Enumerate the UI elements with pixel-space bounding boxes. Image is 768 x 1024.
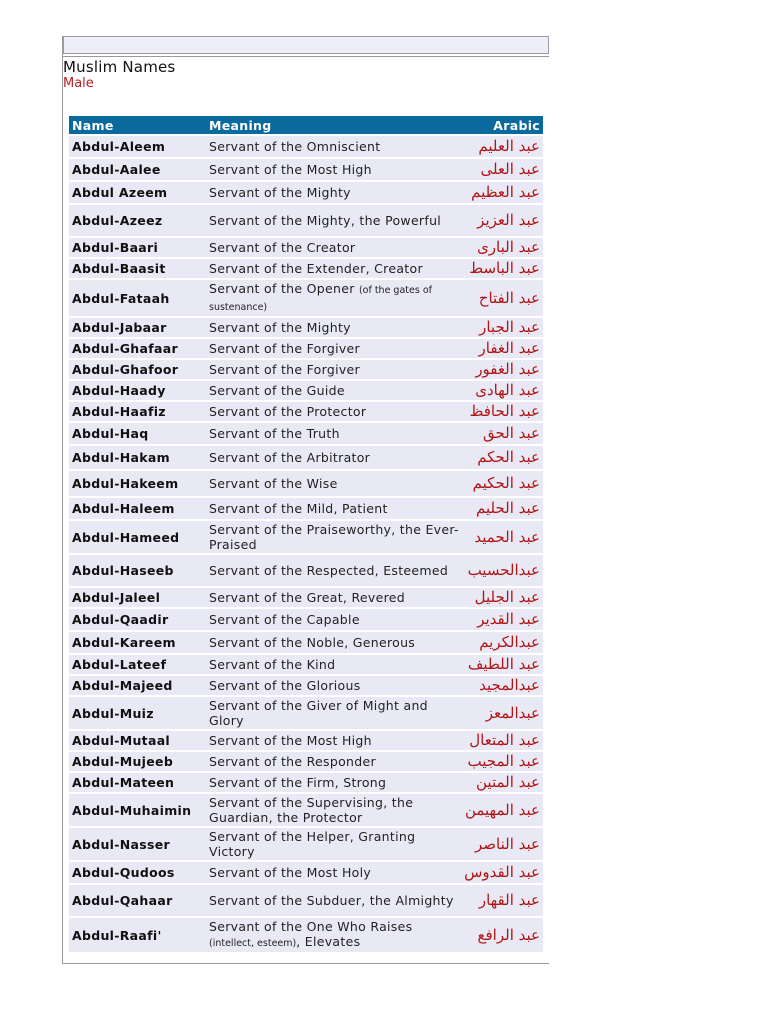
- name-cell: Abdul-Muhaimin: [69, 794, 206, 826]
- meaning-cell: [206, 885, 462, 916]
- meaning-cell: [206, 588, 462, 607]
- table-row: [69, 731, 543, 750]
- meaning-note: (intellect, esteem): [209, 938, 297, 949]
- meaning-cell: [206, 159, 462, 180]
- table-row: [69, 773, 543, 792]
- arabic-cell: عبد المتين: [462, 773, 543, 792]
- name-cell: Abdul-Haady: [69, 381, 206, 400]
- name-cell: Abdul-Qudoos: [69, 862, 206, 883]
- table-row: [69, 655, 543, 674]
- meaning-text: Servant of the One Who Raises: [209, 919, 413, 934]
- arabic-cell: عبد المتعال: [462, 731, 543, 750]
- meaning-text: Servant of the Truth: [209, 426, 340, 441]
- arabic-cell: عبد الجليل: [462, 588, 543, 607]
- name-cell: Abdul-Ghafoor: [69, 360, 206, 379]
- meaning-cell: [206, 446, 462, 469]
- name-cell: Abdul-Mutaal: [69, 731, 206, 750]
- table-row: [69, 498, 543, 519]
- arabic-cell: عبد العلى: [462, 159, 543, 180]
- divider: [63, 56, 549, 57]
- arabic-cell: عبد الرافع: [462, 918, 543, 952]
- name-cell: Abdul-Baasit: [69, 259, 206, 278]
- name-cell: Abdul-Haq: [69, 423, 206, 444]
- divider: [63, 963, 549, 964]
- arabic-cell: عبد الحليم: [462, 498, 543, 519]
- meaning-cell: [206, 521, 462, 553]
- table-row: [69, 752, 543, 771]
- meaning-cell: [206, 609, 462, 630]
- meaning-cell: [206, 918, 462, 952]
- meaning-text: Servant of the Extender, Creator: [209, 261, 423, 276]
- meaning-text: Servant of the Creator: [209, 240, 356, 255]
- arabic-cell: عبد البارى: [462, 238, 543, 257]
- column-header-meaning: Meaning: [206, 116, 462, 134]
- column-header-arabic: Arabic: [462, 116, 543, 134]
- meaning-cell: [206, 402, 462, 421]
- meaning-text: Servant of the Respected, Esteemed: [209, 563, 449, 578]
- arabic-cell: عبدالمعز: [462, 697, 543, 729]
- table-row: [69, 339, 543, 358]
- section-subtitle: Male: [63, 76, 94, 91]
- arabic-cell: عبد القدير: [462, 609, 543, 630]
- arabic-cell: عبد العظيم: [462, 182, 543, 203]
- name-cell: Abdul-Kareem: [69, 632, 206, 653]
- name-cell: Abdul-Nasser: [69, 828, 206, 860]
- arabic-cell: عبدالمجيد: [462, 676, 543, 695]
- meaning-text: Servant of the Wise: [209, 476, 338, 491]
- column-header-name: Name: [69, 116, 206, 134]
- arabic-cell: عبد العليم: [462, 136, 543, 157]
- name-cell: Abdul-Hakam: [69, 446, 206, 469]
- document-page: [62, 36, 549, 964]
- name-cell: Abdul-Majeed: [69, 676, 206, 695]
- arabic-cell: عبد الغفار: [462, 339, 543, 358]
- table-row: [69, 423, 543, 444]
- meaning-cell: [206, 828, 462, 860]
- meaning-cell: [206, 655, 462, 674]
- meaning-cell: [206, 676, 462, 695]
- name-cell: Abdul-Fataah: [69, 280, 206, 316]
- table-row: [69, 159, 543, 180]
- table-row: [69, 588, 543, 607]
- meaning-text: Servant of the Capable: [209, 612, 360, 627]
- header-bar: [63, 36, 549, 54]
- meaning-text: Servant of the Most High: [209, 733, 372, 748]
- meaning-text: Servant of the Protector: [209, 404, 367, 419]
- name-cell: Abdul-Hameed: [69, 521, 206, 553]
- meaning-text: Servant of the Great, Revered: [209, 590, 405, 605]
- table-row: [69, 885, 543, 916]
- meaning-cell: [206, 862, 462, 883]
- arabic-cell: عبد الناصر: [462, 828, 543, 860]
- name-cell: Abdul-Muiz: [69, 697, 206, 729]
- meaning-text: Servant of the Supervising, the Guardian, the Protector: [209, 795, 414, 825]
- name-cell: Abdul-Hakeem: [69, 471, 206, 496]
- meaning-text: Servant of the Most Holy: [209, 865, 372, 880]
- meaning-cell: [206, 498, 462, 519]
- meaning-text: Servant of the Giver of Might and Glory: [209, 698, 428, 728]
- name-cell: Abdul Azeem: [69, 182, 206, 203]
- names-table: [69, 114, 543, 954]
- arabic-cell: عبد الهادى: [462, 381, 543, 400]
- meaning-cell: [206, 259, 462, 278]
- meaning-cell: [206, 423, 462, 444]
- name-cell: Abdul-Haafiz: [69, 402, 206, 421]
- arabic-cell: عبدالحسيب: [462, 555, 543, 586]
- meaning-text: Servant of the Most High: [209, 162, 372, 177]
- meaning-note: (of the gates of sustenance): [209, 285, 432, 313]
- meaning-cell: [206, 381, 462, 400]
- name-cell: Abdul-Qahaar: [69, 885, 206, 916]
- meaning-cell: [206, 752, 462, 771]
- meaning-text: , Elevates: [296, 934, 361, 949]
- meaning-text: Servant of the Praiseworthy, the Ever-Praised: [209, 522, 459, 552]
- arabic-cell: عبد الغفور: [462, 360, 543, 379]
- meaning-cell: [206, 794, 462, 826]
- meaning-cell: [206, 280, 462, 316]
- meaning-cell: [206, 471, 462, 496]
- table-row: [69, 446, 543, 469]
- table-row: [69, 136, 543, 157]
- table-row: [69, 862, 543, 883]
- arabic-cell: عبدالكريم: [462, 632, 543, 653]
- arabic-cell: عبد القدوس: [462, 862, 543, 883]
- table-row: [69, 676, 543, 695]
- table-row: [69, 828, 543, 860]
- table-row: [69, 360, 543, 379]
- name-cell: Abdul-Raafi': [69, 918, 206, 952]
- arabic-cell: عبد العزيز: [462, 205, 543, 236]
- arabic-cell: عبد الحكيم: [462, 471, 543, 496]
- meaning-cell: [206, 555, 462, 586]
- table-row: [69, 402, 543, 421]
- page-title: Muslim Names: [63, 58, 176, 76]
- meaning-text: Servant of the Forgiver: [209, 362, 360, 377]
- name-cell: Abdul-Ghafaar: [69, 339, 206, 358]
- meaning-text: Servant of the Firm, Strong: [209, 775, 387, 790]
- meaning-cell: [206, 731, 462, 750]
- meaning-text: Servant of the Noble, Generous: [209, 635, 416, 650]
- name-cell: Abdul-Aleem: [69, 136, 206, 157]
- meaning-text: Servant of the Arbitrator: [209, 450, 371, 465]
- arabic-cell: عبد الباسط: [462, 259, 543, 278]
- arabic-cell: عبد الحكم: [462, 446, 543, 469]
- table-row: [69, 794, 543, 826]
- arabic-cell: عبد المجيب: [462, 752, 543, 771]
- name-cell: Abdul-Azeez: [69, 205, 206, 236]
- meaning-text: Servant of the Omniscient: [209, 139, 381, 154]
- meaning-cell: [206, 360, 462, 379]
- arabic-cell: عبد الفتاح: [462, 280, 543, 316]
- meaning-cell: [206, 205, 462, 236]
- table-row: [69, 609, 543, 630]
- table-row: [69, 555, 543, 586]
- meaning-text: Servant of the Subduer, the Almighty: [209, 893, 454, 908]
- meaning-cell: [206, 136, 462, 157]
- name-cell: Abdul-Haleem: [69, 498, 206, 519]
- name-cell: Abdul-Aalee: [69, 159, 206, 180]
- arabic-cell: عبد المهيمن: [462, 794, 543, 826]
- name-cell: Abdul-Baari: [69, 238, 206, 257]
- meaning-text: Servant of the Mild, Patient: [209, 501, 388, 516]
- meaning-text: Servant of the Responder: [209, 754, 376, 769]
- arabic-cell: عبد القهار: [462, 885, 543, 916]
- table-row: [69, 182, 543, 203]
- table-row: [69, 381, 543, 400]
- table-header-row: [69, 116, 543, 134]
- table-row: [69, 318, 543, 337]
- arabic-cell: عبد الحميد: [462, 521, 543, 553]
- name-cell: Abdul-Mateen: [69, 773, 206, 792]
- meaning-cell: [206, 697, 462, 729]
- arabic-cell: عبد اللطيف: [462, 655, 543, 674]
- meaning-text: Servant of the Forgiver: [209, 341, 360, 356]
- table-row: [69, 280, 543, 316]
- table-row: [69, 521, 543, 553]
- meaning-text: Servant of the Guide: [209, 383, 345, 398]
- meaning-cell: [206, 318, 462, 337]
- table-row: [69, 238, 543, 257]
- arabic-cell: عبد الحافظ: [462, 402, 543, 421]
- arabic-cell: عبد الحق: [462, 423, 543, 444]
- table-row: [69, 471, 543, 496]
- table-row: [69, 632, 543, 653]
- meaning-text: Servant of the Mighty: [209, 320, 351, 335]
- meaning-text: Servant of the Mighty: [209, 185, 351, 200]
- table-row: [69, 918, 543, 952]
- name-cell: Abdul-Haseeb: [69, 555, 206, 586]
- meaning-text: Servant of the Glorious: [209, 678, 361, 693]
- name-cell: Abdul-Jaleel: [69, 588, 206, 607]
- meaning-cell: [206, 632, 462, 653]
- meaning-cell: [206, 238, 462, 257]
- table-row: [69, 259, 543, 278]
- meaning-text: Servant of the Opener: [209, 281, 355, 296]
- arabic-cell: عبد الجبار: [462, 318, 543, 337]
- name-cell: Abdul-Lateef: [69, 655, 206, 674]
- table-row: [69, 205, 543, 236]
- meaning-text: Servant of the Helper, Granting Victory: [209, 829, 416, 859]
- meaning-cell: [206, 182, 462, 203]
- name-cell: Abdul-Qaadir: [69, 609, 206, 630]
- meaning-cell: [206, 339, 462, 358]
- name-cell: Abdul-Jabaar: [69, 318, 206, 337]
- table-row: [69, 697, 543, 729]
- name-cell: Abdul-Mujeeb: [69, 752, 206, 771]
- meaning-cell: [206, 773, 462, 792]
- meaning-text: Servant of the Kind: [209, 657, 336, 672]
- meaning-text: Servant of the Mighty, the Powerful: [209, 213, 442, 228]
